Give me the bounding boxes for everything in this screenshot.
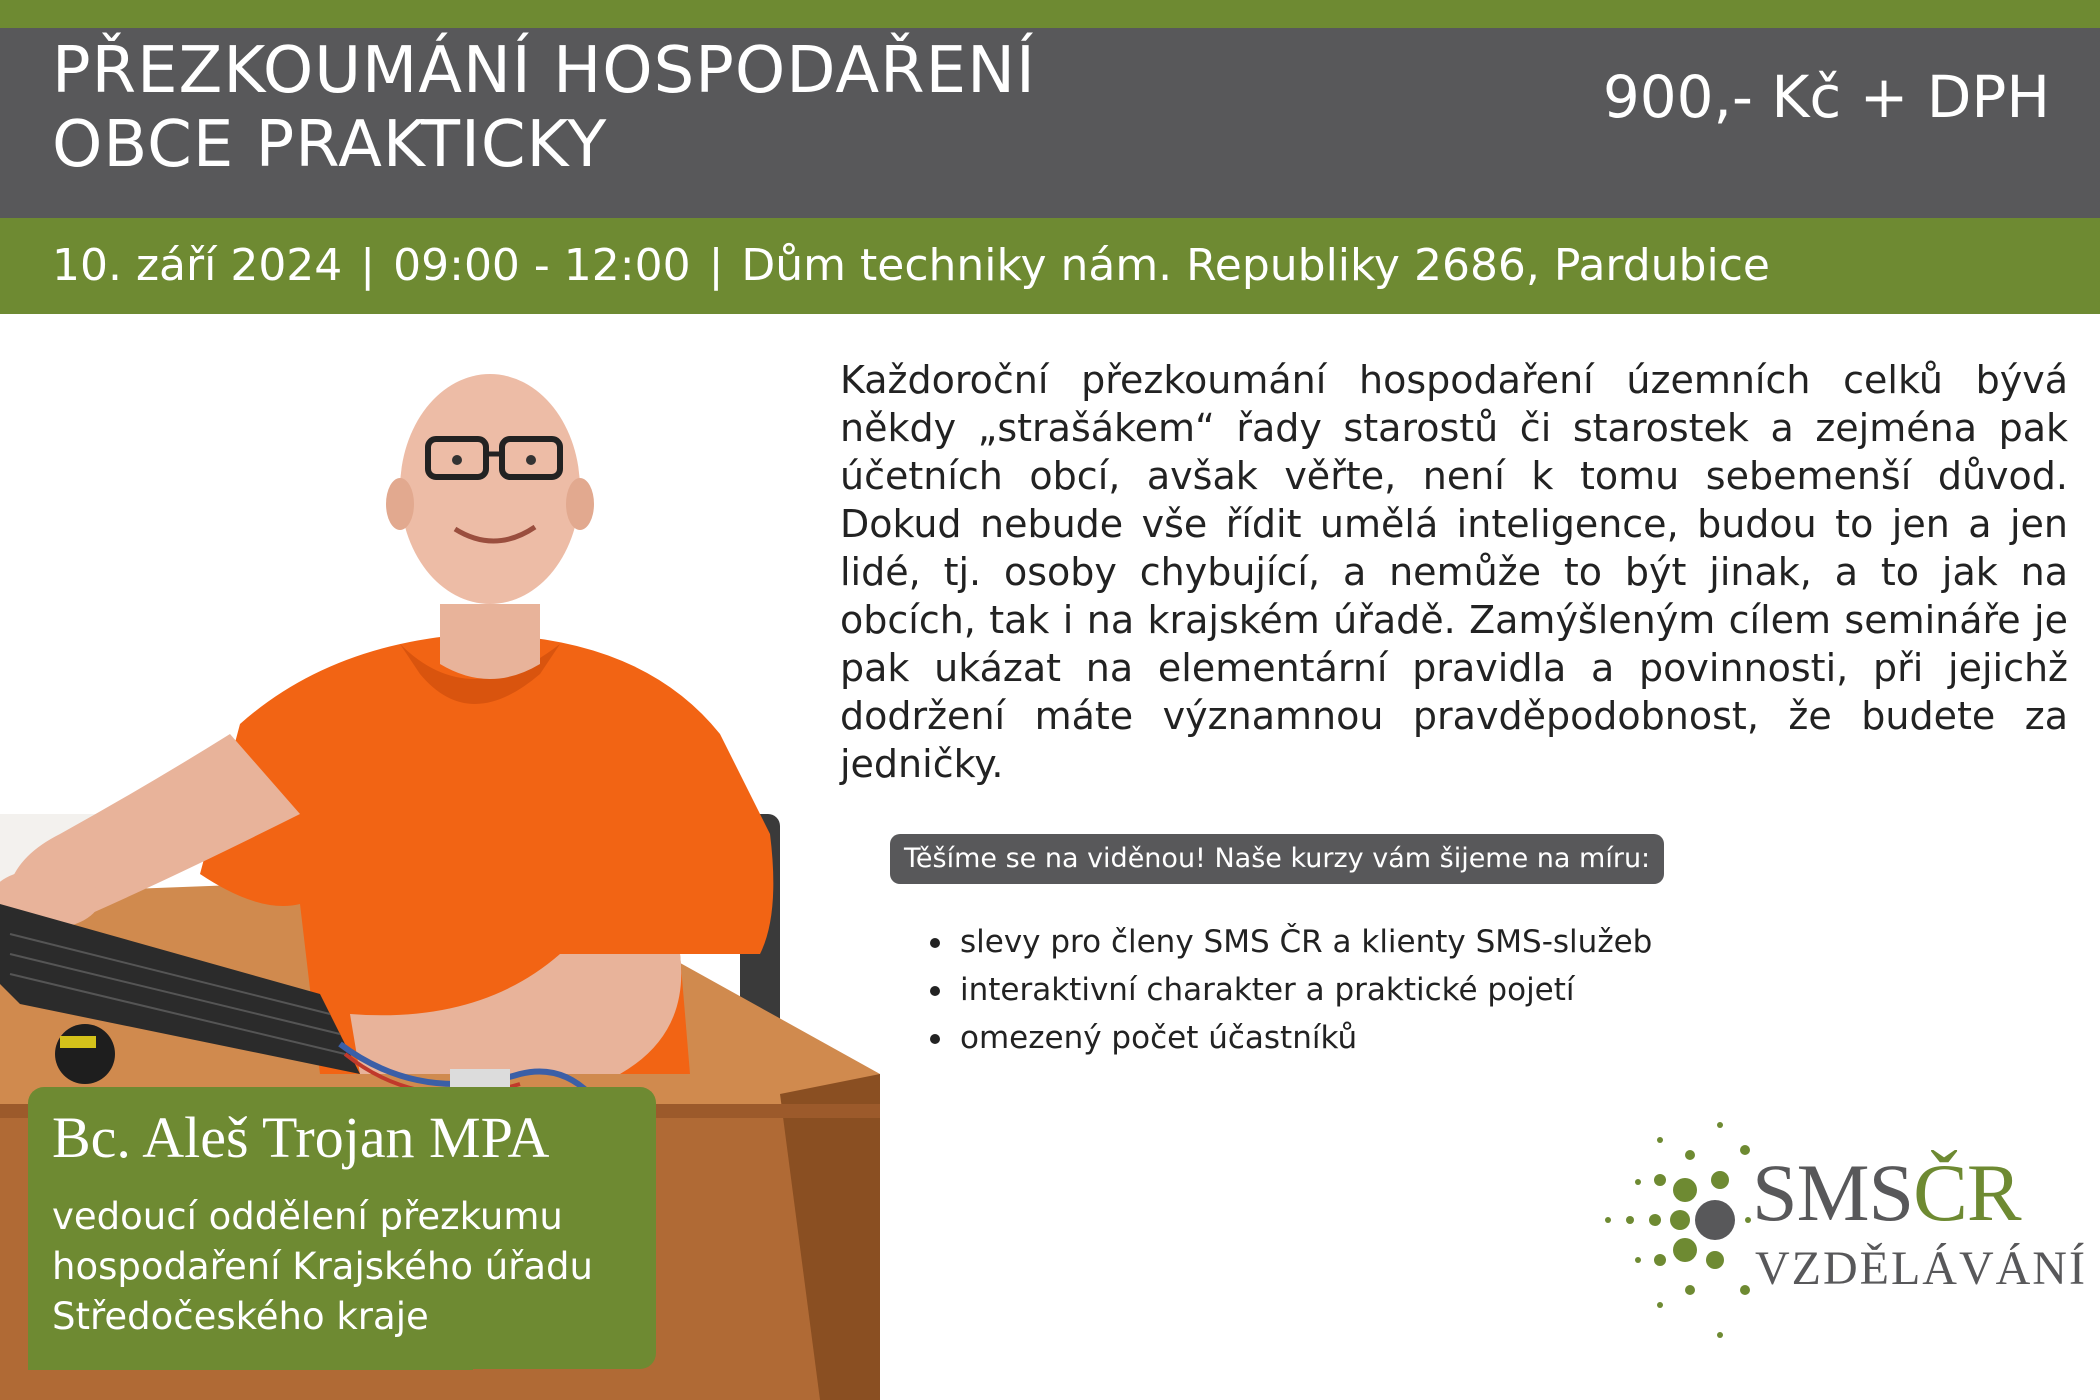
list-item: slevy pro členy SMS ČR a klienty SMS-služeb xyxy=(930,918,1652,966)
logo-wordmark xyxy=(1752,1147,2021,1238)
event-time: 09:00 - 12:00 xyxy=(393,240,691,291)
list-item: interaktivní charakter a praktické pojetí xyxy=(930,966,1652,1014)
top-accent-stripe xyxy=(0,0,2100,28)
page-title xyxy=(52,34,1036,182)
speaker-role-line-2: hospodaření Krajského úřadu xyxy=(52,1245,593,1288)
logo-sms: SMS xyxy=(1752,1147,1914,1238)
price-label: 900,- Kč + DPH xyxy=(1602,63,2050,131)
separator: | xyxy=(360,240,376,291)
separator: | xyxy=(708,240,724,291)
logo-dots-icon xyxy=(1600,1110,1760,1350)
logo-cr: ČR xyxy=(1913,1147,2021,1238)
benefits-list xyxy=(930,918,1652,1062)
speaker-role-line-1: vedoucí oddělení přezkumu xyxy=(52,1195,563,1238)
speaker-name: Bc. Aleš Trojan MPA xyxy=(52,1105,550,1170)
speaker-role-line-3: Středočeského kraje xyxy=(52,1295,429,1338)
logo-subtitle: VZDĚLÁVÁNÍ xyxy=(1755,1242,2087,1295)
title-line-2: OBCE PRAKTICKY xyxy=(52,108,608,182)
event-date: 10. září 2024 xyxy=(52,240,343,291)
sms-cr-logo xyxy=(1600,1110,2087,1350)
course-description: Každoroční přezkoumání hospodaření územních celků bývá někdy „strašákem“ řady starostů či starostek a zejména pak účetních obcí, avšak věřte, není k tomu sebemenší důvod. Dokud nebude vše řídit umělá inteligence, budou to jen a jen lidé, tj. osoby chybující, a nemůže to být jinak, a to jak na obcích, tak i na krajském úřadě. Zamýšleným cílem semináře je pak ukázat na elementární pravidla a povinnosti, při jejichž dodržení máte významnou pravděpodobnost, že budete za jedničky. xyxy=(840,358,2068,786)
event-info-bar xyxy=(0,218,2100,314)
list-item: omezený počet účastníků xyxy=(930,1014,1652,1062)
tagline-badge: Těšíme se na viděnou! Naše kurzy vám šijeme na míru: xyxy=(890,834,1664,884)
title-line-1: PŘEZKOUMÁNÍ HOSPODAŘENÍ xyxy=(52,34,1036,108)
speaker-role xyxy=(52,1192,593,1342)
event-location: Dům techniky nám. Republiky 2686, Pardubice xyxy=(741,240,1770,291)
